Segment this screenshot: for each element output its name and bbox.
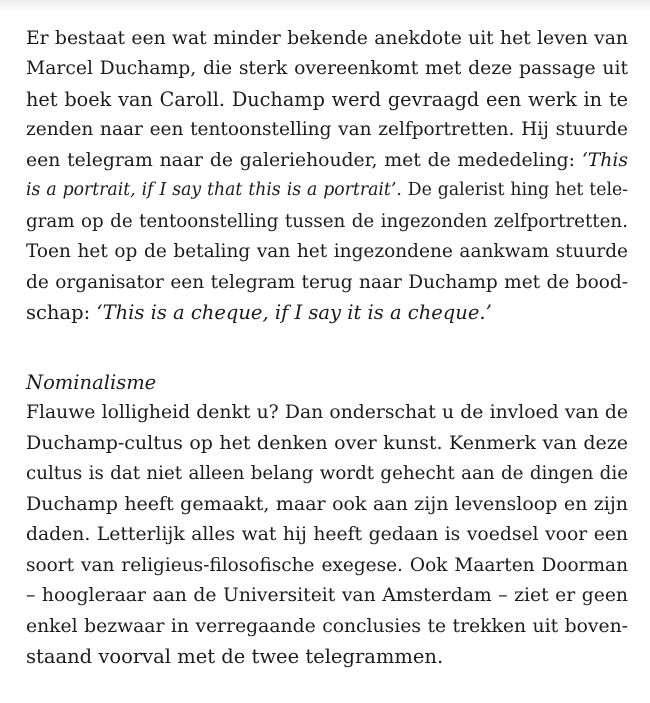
text-line: het boek van Caroll. Duchamp werd gevraagd een werk in te: [26, 88, 628, 111]
text-run: schap:: [26, 301, 97, 324]
text-line: Duchamp-cultus op het denken over kunst. Kenmerk van deze: [26, 432, 628, 454]
text-line: daden. Letterlijk alles wat hij heeft gedaan is voedsel voor een: [26, 524, 628, 545]
text-line: zenden naar een tentoonstelling van zelfportretten. Hij stuurde: [26, 119, 628, 140]
text-line: – hoogleraar aan de Universiteit van Amsterdam – ziet er geen: [26, 585, 628, 606]
quote-italic: ‘This is a cheque, if I say it is a cheque.’: [96, 301, 492, 324]
section-heading: Nominalisme: [26, 371, 157, 394]
text-line: Marcel Duchamp, die sterk overeenkomt met deze passage uit: [26, 58, 628, 79]
text-line: [26, 178, 628, 203]
text-line: Er bestaat een wat minder bekende anekdote uit het leven van: [26, 28, 628, 49]
text-line: Toen het op de betaling van het ingezondene aankwam stuurde: [26, 241, 628, 262]
page-edge-shadow: [0, 0, 650, 12]
text-run: een telegram naar de galeriehouder, met de mededeling:: [26, 150, 582, 171]
text-run: De galerist hing het tele-: [401, 180, 629, 200]
quote-italic: is a portrait, if I say that this is a portrait’.: [26, 180, 402, 200]
text-line: cultus is dat niet alleen belang wordt gehecht aan de dingen die: [26, 463, 628, 484]
text-line: soort van religieus-filosofische exegese. Ook Maarten Doorman: [26, 555, 628, 576]
text-line: staand voorval met de twee telegrammen.: [26, 645, 444, 668]
text-line: Flauwe lolligheid denkt u? Dan onderschat u de invloed van de: [26, 402, 628, 423]
quote-italic: ‘This: [581, 150, 628, 171]
text-line: Duchamp heeft gemaakt, maar ook aan zijn levensloop en zijn: [26, 493, 628, 515]
text-line: enkel bezwaar in verregaande conclusies te trekken uit boven-: [26, 616, 628, 637]
text-line: [26, 300, 628, 325]
text-line: de organisator een telegram terug naar Duchamp met de bood-: [26, 272, 628, 293]
text-line: [26, 148, 628, 173]
text-line: gram op de tentoonstelling tussen de ingezonden zelfportretten.: [26, 211, 628, 232]
